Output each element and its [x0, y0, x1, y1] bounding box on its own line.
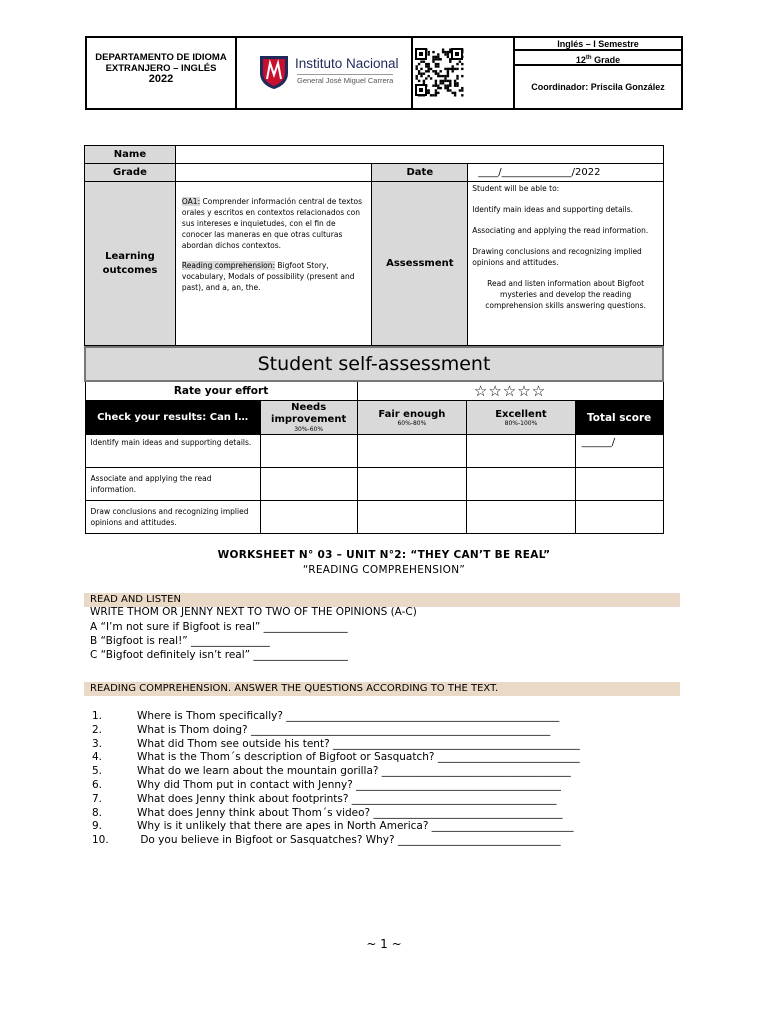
row-2-excellent[interactable] [467, 468, 576, 501]
question-item[interactable] [92, 724, 682, 738]
row-1-fair-enough[interactable] [357, 435, 467, 468]
department-year: 2022 [148, 73, 174, 85]
question-text: What is Thom doing? _________________________________________________________ [137, 723, 551, 736]
oa1-text [182, 196, 365, 251]
assessment-item-2: Associating and applying the read information. [472, 226, 649, 235]
assessment-item-1: Identify main ideas and supporting details. [472, 205, 634, 214]
qr-code [413, 38, 515, 108]
question-text: Why is it unlikely that there are apes in North America? ___________________________ [137, 820, 574, 833]
question-text: What does Jenny think about Thom´s video? ____________________________________ [137, 806, 563, 819]
total-score-field[interactable]: ______/ [575, 435, 663, 468]
coordinator: Coordinador: Priscila González [531, 82, 665, 92]
fair-enough-label: Fair enough [378, 408, 446, 420]
question-text: Why did Thom put in contact with Jenny? _______________________________________ [137, 778, 561, 791]
question-number: 1. [92, 710, 103, 722]
question-text: What do we learn about the mountain gorilla? ____________________________________ [137, 765, 571, 778]
row-1-excellent[interactable] [467, 435, 576, 468]
worksheet-title: WORKSHEET N° 03 – UNIT N°2: “THEY CAN’T BE REAL” [217, 549, 551, 561]
self-assessment-table [84, 346, 664, 534]
learning-outcomes-label: Learning outcomes [85, 182, 176, 346]
header-box [85, 36, 683, 110]
section-reading-comprehension: READING COMPREHENSION. ANSWER THE QUESTIONS ACCORDING TO THE TEXT. [84, 682, 680, 696]
department-label [87, 38, 237, 108]
worksheet-subtitle: “READING COMPREHENSION” [302, 564, 466, 576]
logo-name: Instituto Nacional [295, 56, 399, 71]
oa1-code: OA1: [181, 197, 201, 206]
question-number: 6. [92, 778, 103, 791]
needs-improvement-label: Needs improvement [271, 402, 347, 425]
course-info [515, 38, 681, 108]
question-item[interactable] [92, 793, 682, 807]
page-number: ~ 1 ~ [366, 937, 402, 951]
question-list [92, 710, 682, 848]
excellent-header [467, 401, 576, 435]
row-3-needs-improvement[interactable] [260, 501, 357, 534]
section-read-and-listen: READ AND LISTEN [84, 593, 680, 607]
skill-row-1: Identify main ideas and supporting details. [85, 435, 260, 468]
grade-field[interactable] [175, 164, 371, 182]
grade-suffix: th [585, 55, 592, 61]
read-listen-instruction: WRITE THOM OR JENNY NEXT TO TWO OF THE OPINIONS (A-C) [90, 606, 417, 618]
question-number: 4. [92, 751, 103, 764]
assessment-label: Assessment [372, 182, 468, 346]
course-label: Inglés – I Semestre [515, 38, 681, 51]
skill-row-2: Associate and applying the read information. [85, 468, 260, 501]
grade-label: Grade [85, 164, 176, 182]
date-label: Date [372, 164, 468, 182]
question-text: Where is Thom specifically? ____________________________________________________ [137, 710, 560, 722]
reading-comprehension-description: Bigfoot Story, vocabulary, Modals of possibility (present and past), and a, an, the. [181, 261, 355, 292]
question-text: What did Thom see outside his tent? _______________________________________________ [137, 737, 580, 750]
question-item[interactable] [92, 738, 682, 752]
rate-effort-label: Rate your effort [85, 381, 357, 401]
assessment-intro: Student will be able to: [472, 184, 560, 193]
assessment-item-4: Read and listen information about Bigfoot mysteries and develop the reading comprehension skills answering questions. [485, 279, 646, 310]
question-item[interactable] [92, 751, 682, 765]
reading-comprehension-text [182, 260, 365, 293]
oa1-description: Comprender información central de textos orales y escritos en contextos relacionados con sus intereses e inquietudes, con el fin de conocer las maneras en que otras culturas abordan dichos contextos. [181, 197, 363, 250]
institute-logo [237, 38, 413, 108]
fair-enough-range: 60%-80% [397, 419, 427, 427]
opinion-b[interactable]: B “Bigfoot is real!” _______________ [90, 635, 270, 647]
question-number: 7. [92, 792, 103, 805]
row-1-needs-improvement[interactable] [260, 435, 357, 468]
assessment-item-3: Drawing conclusions and recognizing implied opinions and attitudes. [472, 247, 642, 267]
needs-improvement-header [260, 401, 357, 435]
question-number: 8. [92, 806, 103, 819]
qr-code-icon [415, 48, 475, 98]
question-item[interactable] [92, 779, 682, 793]
question-item[interactable] [92, 765, 682, 779]
question-text: What is the Thom´s description of Bigfoot or Sasquatch? ___________________________ [137, 751, 580, 764]
grade-number: 12 [575, 55, 586, 65]
grade-level [515, 51, 681, 66]
learning-outcomes-content [175, 182, 371, 346]
question-text: What does Jenny think about footprints? _______________________________________ [137, 792, 557, 805]
opinion-c[interactable]: C “Bigfoot definitely isn’t real” __________________ [90, 649, 348, 661]
row-3-total[interactable] [575, 501, 663, 534]
name-field[interactable] [175, 146, 663, 164]
excellent-label: Excellent [495, 408, 547, 420]
opinion-a[interactable]: A “I’m not sure if Bigfoot is real” ________________ [90, 621, 348, 633]
row-2-total[interactable] [575, 468, 663, 501]
assessment-content [468, 182, 664, 346]
grade-word: Grade [594, 55, 621, 65]
question-number: 3. [92, 737, 103, 750]
excellent-range: 80%-100% [504, 419, 538, 427]
total-score-header: Total score [575, 401, 663, 435]
skill-row-3: Draw conclusions and recognizing implied opinions and attitudes. [85, 501, 260, 534]
effort-stars[interactable]: ☆☆☆☆☆ [357, 381, 663, 401]
institute-crest-icon [257, 53, 291, 91]
department-line-2: EXTRANJERO – INGLÉS [105, 63, 217, 74]
date-field[interactable]: ____/______________/2022 [468, 164, 664, 182]
question-item[interactable] [92, 807, 682, 821]
question-number: 10. [92, 834, 109, 847]
fair-enough-header [357, 401, 467, 435]
name-label: Name [85, 146, 176, 164]
question-number: 2. [92, 723, 103, 736]
question-text: Do you believe in Bigfoot or Sasquatches? Why? _______________________________ [137, 834, 561, 847]
self-assessment-title: Student self-assessment [85, 347, 663, 381]
row-2-needs-improvement[interactable] [260, 468, 357, 501]
question-item[interactable] [92, 710, 682, 724]
logo-subtitle: General José Miguel Carrera [297, 76, 394, 85]
reading-comprehension-label: Reading comprehension: [181, 261, 276, 270]
student-info-table [84, 145, 664, 346]
question-number: 9. [92, 820, 103, 833]
row-3-excellent[interactable] [467, 501, 576, 534]
question-item[interactable] [92, 820, 682, 834]
question-item[interactable] [92, 834, 682, 848]
needs-improvement-range: 30%-60% [294, 426, 324, 433]
check-results-header: Check your results: Can I… [85, 401, 260, 435]
question-number: 5. [92, 765, 103, 778]
row-2-fair-enough[interactable] [357, 468, 467, 501]
department-line-1: DEPARTAMENTO DE IDIOMA [95, 52, 227, 63]
row-3-fair-enough[interactable] [357, 501, 467, 534]
